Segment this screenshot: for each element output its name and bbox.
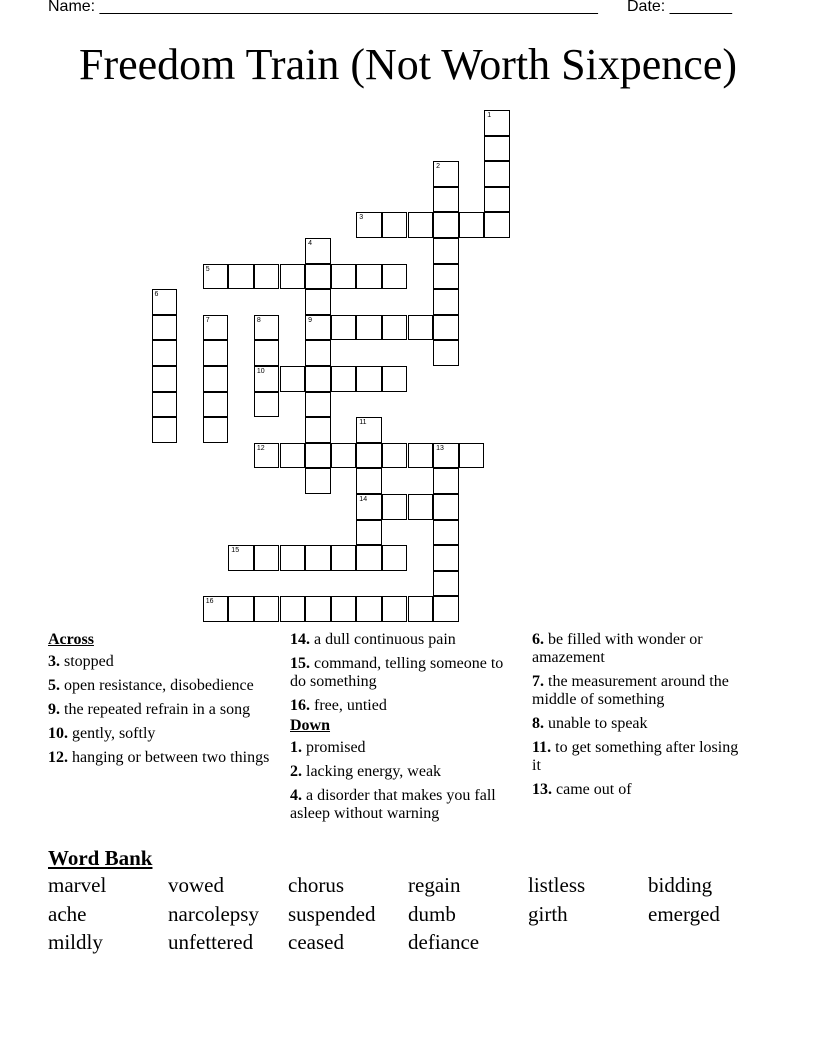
clue-across-9: 9. the repeated refrain in a song	[48, 701, 251, 718]
clue-number: 5	[205, 265, 210, 273]
clue-number: 15	[231, 547, 240, 555]
grid-cell	[408, 212, 434, 238]
grid-cell	[356, 468, 382, 494]
grid-cell	[254, 315, 280, 341]
grid-cell	[433, 443, 459, 469]
word-bank-item: defiance	[408, 930, 480, 954]
grid-cell	[254, 392, 280, 418]
word-bank-item: emerged	[648, 902, 720, 926]
grid-cell	[408, 443, 434, 469]
word-bank-item: ache	[48, 902, 87, 926]
grid-cell	[305, 392, 331, 418]
clue-down-1: 1. promised	[290, 739, 366, 756]
clue-number: 1	[487, 112, 492, 119]
grid-cell	[305, 289, 331, 315]
clue-number: 12	[256, 444, 265, 452]
grid-cell	[484, 110, 510, 136]
grid-cell	[152, 340, 178, 366]
grid-cell	[203, 366, 229, 392]
word-bank-item: suspended	[288, 902, 376, 926]
grid-cell	[433, 494, 459, 520]
grid-cell	[382, 596, 408, 622]
grid-cell	[305, 366, 331, 392]
word-bank-item: bidding	[648, 873, 713, 897]
grid-cell	[356, 520, 382, 546]
grid-cell	[203, 315, 229, 341]
grid-cell	[305, 315, 331, 341]
word-bank-item: regain	[408, 873, 461, 897]
grid-cell	[433, 315, 459, 341]
grid-cell	[356, 417, 382, 443]
clue-across-14: 14. a dull continuous pain	[290, 631, 456, 648]
clue-number: 4	[308, 240, 312, 247]
grid-cell	[382, 545, 408, 571]
grid-cell	[408, 315, 434, 341]
grid-cell	[382, 494, 408, 520]
grid-cell	[254, 340, 280, 366]
grid-cell	[356, 315, 382, 341]
grid-cell	[254, 596, 280, 622]
grid-cell	[305, 443, 331, 469]
grid-cell	[356, 443, 382, 469]
clue-number: 6	[154, 291, 159, 299]
grid-cell	[408, 494, 434, 520]
grid-cell	[203, 392, 229, 418]
grid-cell	[280, 545, 306, 571]
grid-cell	[152, 289, 178, 315]
grid-cell	[305, 238, 331, 264]
clue-number: 13	[436, 444, 444, 452]
grid-cell	[484, 212, 510, 238]
grid-cell	[433, 238, 459, 264]
grid-cell	[484, 161, 510, 187]
grid-cell	[433, 289, 459, 315]
grid-cell	[203, 417, 229, 443]
grid-cell	[152, 366, 178, 392]
clue-number: 7	[205, 316, 210, 324]
grid-cell	[433, 161, 459, 187]
grid-cell	[305, 596, 331, 622]
clue-down-2: 2. lacking energy, weak	[290, 763, 442, 780]
grid-cell	[305, 264, 331, 290]
grid-cell	[356, 212, 382, 238]
grid-cell	[305, 468, 331, 494]
clue-number: 16	[205, 598, 214, 606]
clues-column-1	[48, 631, 273, 773]
clue-number: 10	[256, 368, 265, 375]
grid-cell	[433, 571, 459, 597]
clues-column-3	[532, 631, 747, 805]
grid-cell	[484, 136, 510, 162]
word-bank-item: ceased	[288, 930, 344, 954]
clue-number: 3	[359, 214, 364, 222]
clue-across-15: 15. command, telling someone to do something	[290, 655, 504, 690]
grid-cell	[433, 340, 459, 366]
clue-across-10: 10. gently, softly	[48, 725, 156, 742]
name-field: Name: ________________________________________________________	[48, 0, 598, 15]
grid-cell	[433, 468, 459, 494]
word-bank-item: listless	[528, 873, 586, 897]
word-bank-item: girth	[528, 902, 568, 926]
grid-cell	[280, 596, 306, 622]
word-bank-item: narcolepsy	[168, 902, 259, 926]
grid-cell	[254, 443, 280, 469]
grid-cell	[254, 264, 280, 290]
grid-cell	[382, 443, 408, 469]
clue-number: 11	[359, 419, 367, 427]
grid-cell	[305, 417, 331, 443]
clue-across-3: 3. stopped	[48, 653, 114, 670]
word-bank-title: Word Bank	[48, 846, 153, 870]
grid-cell	[203, 264, 229, 290]
grid-cell	[356, 366, 382, 392]
word-bank-item: mildly	[48, 930, 103, 954]
grid-cell	[280, 264, 306, 290]
date-field: Date: _______	[627, 0, 732, 15]
clue-across-16: 16. free, untied	[290, 697, 387, 714]
grid-cell	[433, 212, 459, 238]
clue-down-6: 6. be filled with wonder or amazement	[532, 631, 703, 666]
grid-cell	[331, 545, 357, 571]
grid-cell	[254, 366, 280, 392]
grid-cell	[228, 545, 254, 571]
grid-cell	[382, 212, 408, 238]
clue-across-5: 5. open resistance, disobedience	[48, 677, 254, 694]
word-bank-item: vowed	[168, 873, 224, 897]
clue-down-8: 8. unable to speak	[532, 715, 648, 732]
grid-cell	[203, 340, 229, 366]
clue-number: 8	[256, 316, 261, 324]
grid-cell	[459, 212, 485, 238]
grid-cell	[331, 315, 357, 341]
grid-cell	[331, 366, 357, 392]
grid-cell	[331, 264, 357, 290]
grid-cell	[382, 264, 408, 290]
grid-cell	[152, 315, 178, 341]
word-bank-item: marvel	[48, 873, 107, 897]
grid-cell	[280, 443, 306, 469]
grid-cell	[484, 187, 510, 213]
grid-cell	[331, 596, 357, 622]
grid-cell	[228, 596, 254, 622]
clue-number: 14	[359, 496, 368, 503]
grid-cell	[433, 520, 459, 546]
grid-cell	[305, 340, 331, 366]
clue-down-11: 11. to get something after losing it	[532, 739, 739, 774]
word-bank-item: chorus	[288, 873, 344, 897]
grid-cell	[203, 596, 229, 622]
grid-cell	[152, 392, 178, 418]
grid-cell	[228, 264, 254, 290]
grid-cell	[356, 545, 382, 571]
clue-number: 2	[436, 163, 440, 171]
grid-cell	[152, 417, 178, 443]
clues-column-2	[290, 631, 515, 829]
word-bank-item: unfettered	[168, 930, 254, 954]
down-heading: Down	[290, 717, 331, 734]
clue-down-13: 13. came out of	[532, 781, 632, 798]
grid-cell	[433, 187, 459, 213]
grid-cell	[459, 443, 485, 469]
grid-cell	[356, 264, 382, 290]
clue-down-4: 4. a disorder that makes you fall asleep without warning	[290, 787, 496, 822]
grid-cell	[408, 596, 434, 622]
grid-cell	[382, 366, 408, 392]
across-heading: Across	[48, 631, 94, 648]
grid-cell	[382, 315, 408, 341]
grid-cell	[433, 596, 459, 622]
clue-across-12: 12. hanging or between two things	[48, 749, 270, 766]
grid-cell	[433, 264, 459, 290]
clue-down-7: 7. the measurement around the middle of something	[532, 673, 729, 708]
page-title: Freedom Train (Not Worth Sixpence)	[78, 40, 738, 89]
grid-cell	[356, 494, 382, 520]
grid-cell	[280, 366, 306, 392]
word-bank-item: dumb	[408, 902, 456, 926]
grid-cell	[433, 545, 459, 571]
clue-number: 9	[308, 316, 312, 324]
grid-cell	[254, 545, 280, 571]
grid-cell	[356, 596, 382, 622]
grid-cell	[331, 443, 357, 469]
grid-cell	[305, 545, 331, 571]
